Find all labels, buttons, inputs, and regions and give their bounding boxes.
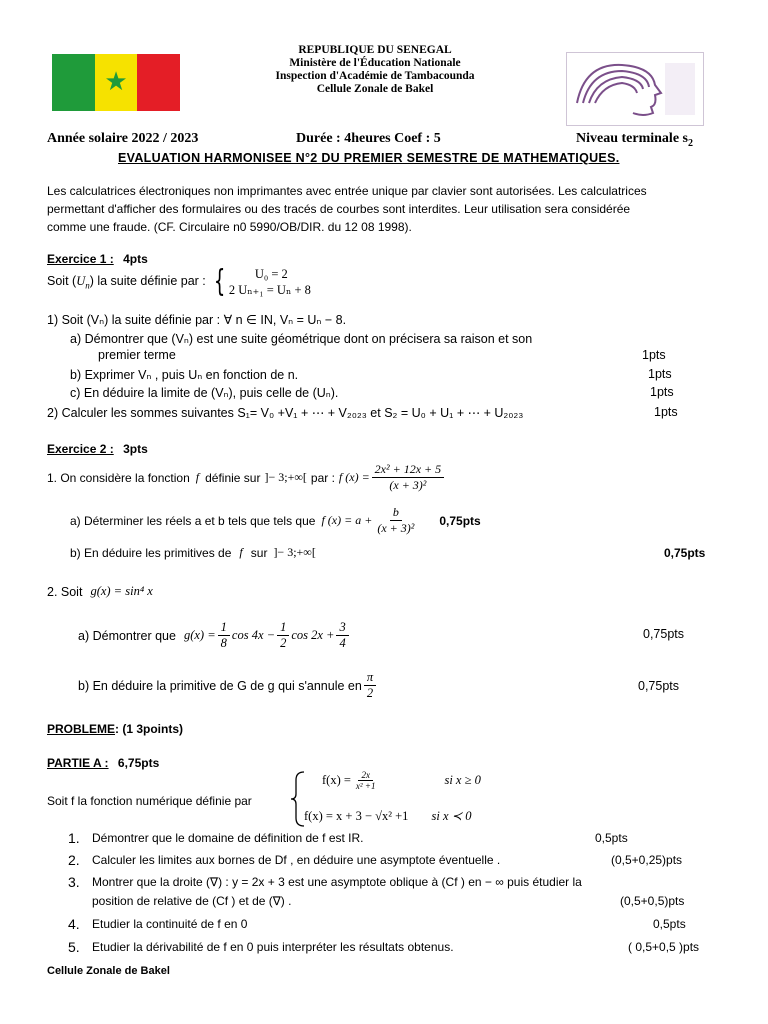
list-item-text: Etudier la dérivabilité de f en 0 puis interpréter les résultats obtenus. <box>92 940 454 954</box>
header-line: Cellule Zonale de Bakel <box>316 83 434 95</box>
ex2-q2b-text: b) En déduire la primitive de G de g qui s'annule en <box>78 678 362 693</box>
ex2-q2a <box>78 620 351 651</box>
ex2-q2b-fraction <box>364 670 376 701</box>
header-line: Ministère de l'Éducation Nationale <box>289 57 461 69</box>
page-title: EVALUATION HARMONISEE N°2 DU PREMIER SEMESTRE DE MATHEMATIQUES. <box>118 151 620 165</box>
ex2-q2 <box>47 584 153 599</box>
case1-fx: f(x) = <box>322 773 351 787</box>
case2-fx: f(x) = x + 3 − √x² +1 <box>304 809 409 823</box>
footer: Cellule Zonale de Bakel <box>47 965 170 977</box>
ex2-q1a-text: a) Déterminer les réels a et b tels que tels que <box>70 513 316 528</box>
brace-icon: { <box>213 264 226 299</box>
ex2-q1a-points: 0,75pts <box>439 513 481 528</box>
ex2-q1b <box>70 545 316 560</box>
ex2-points: 3pts <box>123 442 148 456</box>
ex2-q1b-text: b) En déduire les primitives de <box>70 545 232 560</box>
ex2-label: Exercice 2 : <box>47 442 114 456</box>
list-item-number: 2. <box>68 852 80 868</box>
fraction-denominator: 8 <box>220 636 227 650</box>
ex2-q1-fraction <box>372 462 444 493</box>
ex2-q2b-points: 0,75pts <box>638 679 680 693</box>
list-item <box>68 874 728 890</box>
ex1-q1c-points: 1pts <box>650 385 674 399</box>
ex2-q1 <box>47 462 446 493</box>
ex2-q1a <box>70 505 481 536</box>
ex2-q2b <box>78 670 378 701</box>
ex1-q1: 1) Soit (Vₙ) la suite définie par : ∀ n ∈ IN, Vₙ = Uₙ − 8. <box>47 313 347 327</box>
duree-coef: Durée : 4heures Coef : 5 <box>296 131 441 146</box>
intro-line: permettant d'afficher des formulaires ou des tracés de courbes sont interdites. Leur utilisation sera considérée <box>47 202 631 216</box>
fraction-denominator: (x + 3)² <box>389 478 427 492</box>
ex1-definition <box>47 266 311 298</box>
ex1-q1c: c) En déduire la limite de (Vₙ), puis celle de (Uₙ). <box>70 386 339 400</box>
case1 <box>322 770 481 791</box>
flag-yellow-band <box>95 54 138 111</box>
probleme-soit: Soit f la fonction numérique définie par <box>47 794 252 808</box>
case2-condition: si x ≺ 0 <box>431 809 472 823</box>
ex1-label: Exercice 1 : <box>47 252 114 266</box>
ex2-q1b-f: f <box>239 545 243 559</box>
list-item <box>68 852 728 868</box>
ex2-q2a-t2: cos 2x + <box>291 628 335 642</box>
list-item-points: (0,5+0,25)pts <box>611 853 683 867</box>
list-item-text: Montrer que la droite (∇) : y = 2x + 3 est une asymptote oblique à (Cf ) en − ∞ puis étudier la <box>92 875 582 889</box>
ex1-heading <box>47 252 148 266</box>
ex1-q2-points: 1pts <box>654 405 678 419</box>
case2 <box>304 808 472 824</box>
ex1-soit: Soit $(U_n)$ la suite définie par : <box>47 273 206 291</box>
ex2-q2a-frac2 <box>277 620 289 651</box>
ex2-q1-def: définie sur <box>205 470 261 485</box>
ex1-system <box>229 266 311 298</box>
fraction-numerator: 3 <box>336 620 348 636</box>
list-item-text: position de relative de (Cf ) et de (∇) . <box>92 894 292 908</box>
ex1-points: 4pts <box>123 252 148 266</box>
flag-red-band <box>137 54 180 111</box>
ex1-q1a-2: premier terme <box>98 348 176 362</box>
fraction-numerator: 2x <box>358 770 373 781</box>
niveau <box>576 131 693 149</box>
probleme-heading <box>47 722 183 736</box>
fraction-denominator: x² +1 <box>355 781 376 791</box>
intro-line: comme une fraude. (CF. Circulaire n0 5990/OB/DIR. du 12 08 1998). <box>47 220 412 234</box>
ex2-q1b-domain: ]− 3;+∞[ <box>273 545 316 559</box>
ex2-q2-g: g(x) = sin⁴ x <box>90 584 153 598</box>
ex2-q2a-points: 0,75pts <box>643 627 685 641</box>
partie-a-points: 6,75pts <box>117 756 160 770</box>
header-line: REPUBLIQUE DU SENEGAL <box>298 44 452 56</box>
ex2-q1-f: f <box>195 470 200 484</box>
list-item <box>68 939 728 955</box>
list-item-points: (0,5+0,5)pts <box>620 894 685 908</box>
ex2-q1-fx: f (x) = <box>338 470 370 484</box>
ex2-q1-par: par : <box>310 470 335 485</box>
ex1-n-sub: n <box>85 280 90 291</box>
ex2-q1b-sur: sur <box>250 545 268 560</box>
list-item <box>68 830 728 846</box>
list-item-text: Calculer les limites aux bornes de Df , en déduire une asymptote éventuelle . <box>92 853 501 867</box>
ex2-q1a-fraction <box>374 505 417 536</box>
ex1-q1a-points: 1pts <box>642 348 666 362</box>
ex2-q2a-text: a) Démontrer que <box>78 628 176 643</box>
intro-line: Les calculatrices électroniques non imprimantes avec entrée unique par clavier sont autorisées. Les calculatrices <box>47 184 647 198</box>
list-item-number: 5. <box>68 939 80 955</box>
ex2-q1-domain: ]− 3;+∞[ <box>264 470 307 484</box>
case1-fraction <box>353 770 379 791</box>
case1-condition: si x ≥ 0 <box>444 773 481 787</box>
profile-head-logo <box>566 52 704 126</box>
ex1-q2: 2) Calculer les sommes suivantes S₁= V₀ +V₁ + ⋯ + V₂₀₂₃ et S₂ = U₀ + U₁ + ⋯ + U₂₀₂₃ <box>47 406 524 420</box>
fraction-denominator: 4 <box>339 636 346 650</box>
ex1-q1b: b) Exprimer Vₙ , puis Uₙ en fonction de n. <box>70 368 299 382</box>
ex2-q2a-t1: cos 4x − <box>231 628 276 642</box>
list-item-points: 0,5pts <box>653 917 686 931</box>
header-line: Inspection d'Académie de Tambacounda <box>275 70 475 82</box>
ex2-q1b-points: 0,75pts <box>664 546 706 560</box>
fraction-denominator: 2 <box>366 686 374 700</box>
fraction-denominator: 2 <box>280 636 287 650</box>
probleme-points: : (1 3points) <box>115 722 184 736</box>
list-item <box>68 916 728 932</box>
ex1-sys2: 2 Uₙ₊₁ = Uₙ + 8 <box>228 283 311 297</box>
flag-green-band <box>52 54 95 111</box>
niveau-text: Niveau terminale s <box>576 131 688 146</box>
ex1-q1b-points: 1pts <box>648 367 672 381</box>
partie-a-heading <box>47 756 159 770</box>
fraction-numerator: b <box>390 505 402 521</box>
ex1-u: U <box>76 273 86 288</box>
list-item-text: Etudier la continuité de f en 0 <box>92 917 248 931</box>
header-block <box>230 44 520 96</box>
ex2-q2a-g: g(x) = <box>183 628 216 642</box>
intro-paragraph <box>47 182 737 236</box>
ex2-heading <box>47 442 148 456</box>
niveau-sub: 2 <box>687 137 693 149</box>
annee-solaire: Année solaire 2022 / 2023 <box>47 131 199 146</box>
ex1-q1a: a) Démontrer que (Vₙ) est une suite géométrique dont on précisera sa raison et son <box>70 332 533 346</box>
list-item-number: 3. <box>68 874 80 890</box>
senegal-flag <box>52 54 180 111</box>
ex2-q1-text: 1. On considère la fonction <box>47 470 190 485</box>
ex2-q2a-frac3 <box>336 620 348 651</box>
list-item-number: 4. <box>68 916 80 932</box>
star-icon: ★ <box>104 67 128 97</box>
fraction-numerator: 2x² + 12x + 5 <box>372 462 444 478</box>
fraction-denominator: (x + 3)² <box>377 521 415 535</box>
list-item-points: 0,5pts <box>595 831 628 845</box>
fraction-numerator: 1 <box>218 620 230 636</box>
ex1-sys1: U₀ = 2 <box>254 267 288 281</box>
fraction-numerator: π <box>364 670 376 686</box>
ex2-q2a-frac1 <box>218 620 230 651</box>
ex2-q1a-fx: f (x) = a + <box>321 513 373 527</box>
list-item-number: 1. <box>68 830 80 846</box>
list-item-points: ( 0,5+0,5 )pts <box>628 940 700 954</box>
ex2-q2-text: 2. Soit <box>47 584 83 599</box>
fraction-numerator: 1 <box>277 620 289 636</box>
partie-a-label: PARTIE A : <box>47 756 109 770</box>
list-item-text: Démontrer que le domaine de définition de f est IR. <box>92 831 364 845</box>
probleme-label: PROBLEME <box>47 722 116 736</box>
